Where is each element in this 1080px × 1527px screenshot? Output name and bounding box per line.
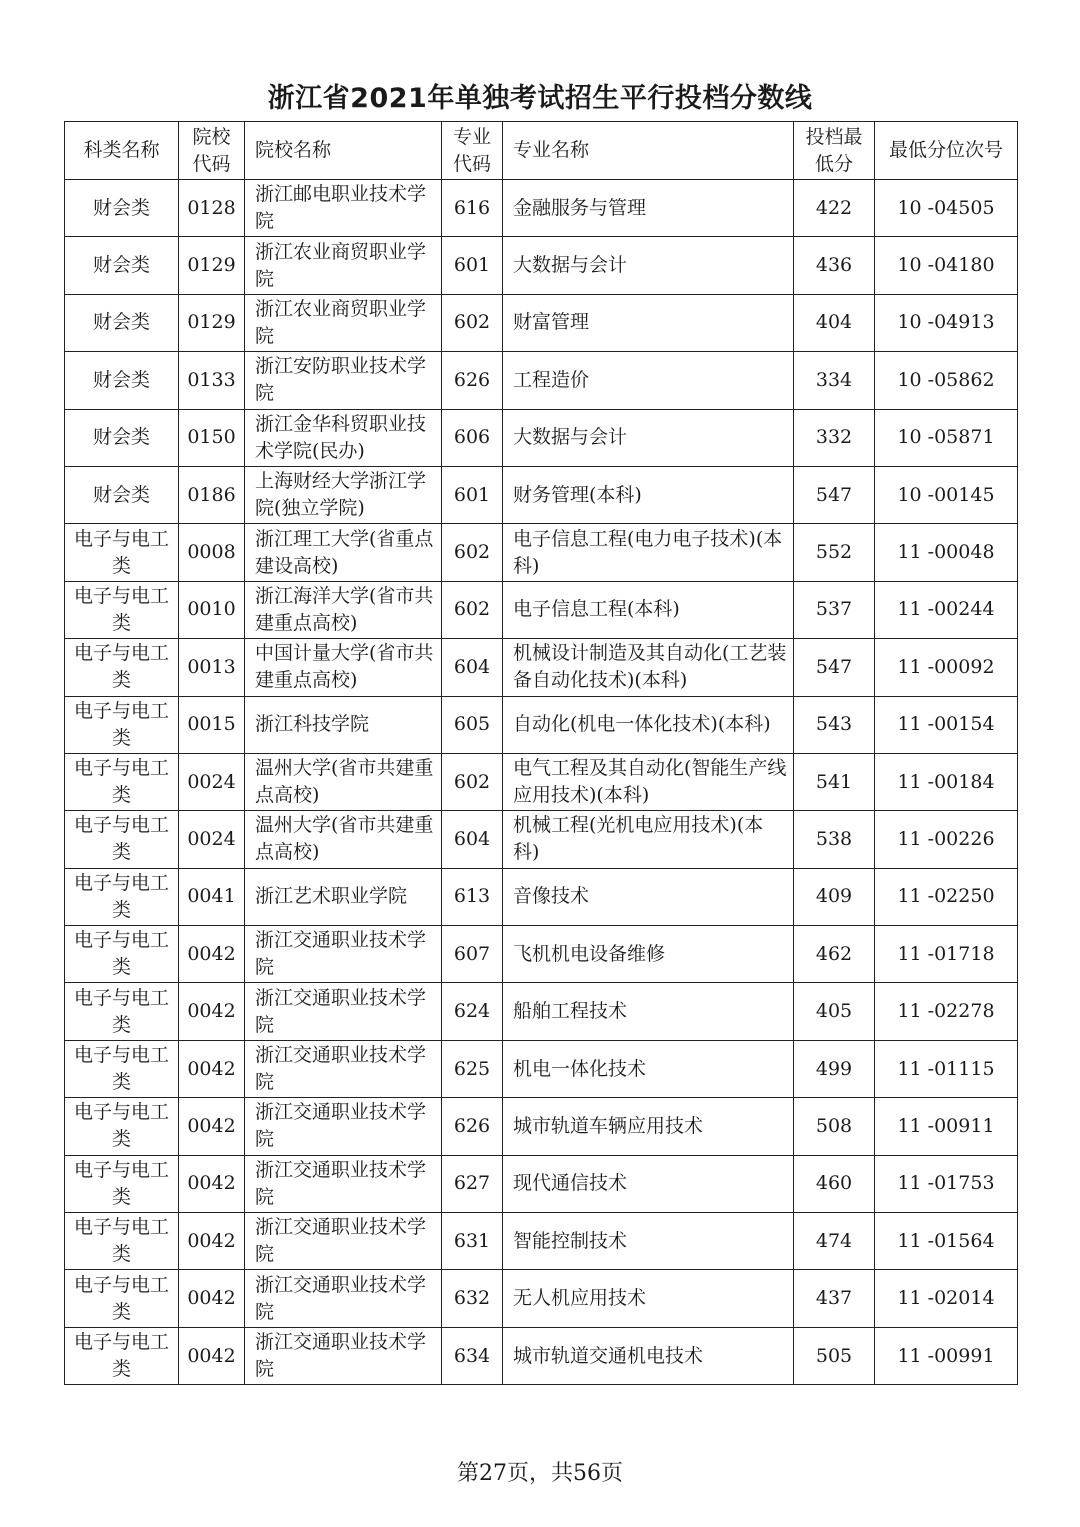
cell-category: 电子与电工类 [65,753,179,810]
cell-min-rank: 11 -00911 [875,1098,1018,1155]
cell-major-name: 财富管理 [503,294,794,351]
cell-min-rank: 10 -04505 [875,180,1018,237]
cell-category: 电子与电工类 [65,1098,179,1155]
cell-school-name: 浙江海洋大学(省市共建重点高校) [245,581,442,638]
table-row [65,581,1018,638]
cell-category: 电子与电工类 [65,811,179,868]
cell-category: 电子与电工类 [65,524,179,581]
cell-school-name: 浙江交通职业技术学院 [245,1213,442,1270]
cell-major-code: 604 [442,811,503,868]
cell-category: 电子与电工类 [65,639,179,696]
cell-major-name: 现代通信技术 [503,1155,794,1212]
cell-school-code: 0133 [179,352,245,409]
cell-min-rank: 11 -02278 [875,983,1018,1040]
cell-school-name: 浙江科技学院 [245,696,442,753]
cell-school-name: 浙江交通职业技术学院 [245,1098,442,1155]
cell-school-name: 上海财经大学浙江学院(独立学院) [245,466,442,523]
cell-major-name: 财务管理(本科) [503,466,794,523]
cell-min-score: 462 [794,926,875,983]
cell-school-name: 浙江金华科贸职业技术学院(民办) [245,409,442,466]
cell-major-code: 602 [442,524,503,581]
cell-category: 财会类 [65,352,179,409]
table-row [65,237,1018,294]
cell-min-rank: 11 -00092 [875,639,1018,696]
cell-min-score: 436 [794,237,875,294]
cell-min-rank: 11 -00048 [875,524,1018,581]
cell-min-rank: 11 -02250 [875,868,1018,925]
table-row [65,639,1018,696]
cell-school-code: 0042 [179,1327,245,1384]
cell-category: 电子与电工类 [65,868,179,925]
table-row [65,1270,1018,1327]
score-table [64,121,1018,1385]
cell-category: 财会类 [65,180,179,237]
header-min-rank: 最低分位次号 [875,122,1018,180]
cell-major-name: 自动化(机电一体化技术)(本科) [503,696,794,753]
cell-category: 电子与电工类 [65,1270,179,1327]
cell-min-score: 547 [794,639,875,696]
cell-min-rank: 11 -00154 [875,696,1018,753]
cell-category: 电子与电工类 [65,1327,179,1384]
cell-school-name: 温州大学(省市共建重点高校) [245,811,442,868]
cell-school-name: 浙江邮电职业技术学院 [245,180,442,237]
cell-min-score: 543 [794,696,875,753]
table-row [65,983,1018,1040]
cell-min-score: 505 [794,1327,875,1384]
table-row [65,1098,1018,1155]
cell-major-code: 626 [442,1098,503,1155]
table-row [65,1155,1018,1212]
table-row [65,1213,1018,1270]
table-row [65,811,1018,868]
cell-school-code: 0042 [179,1155,245,1212]
cell-school-code: 0024 [179,811,245,868]
cell-min-rank: 10 -04913 [875,294,1018,351]
cell-school-code: 0129 [179,237,245,294]
cell-min-rank: 11 -00226 [875,811,1018,868]
cell-school-name: 温州大学(省市共建重点高校) [245,753,442,810]
cell-major-code: 634 [442,1327,503,1384]
cell-min-score: 538 [794,811,875,868]
cell-min-score: 541 [794,753,875,810]
cell-min-score: 405 [794,983,875,1040]
cell-school-name: 浙江交通职业技术学院 [245,1270,442,1327]
cell-min-score: 537 [794,581,875,638]
table-row [65,524,1018,581]
header-school-code: 院校代码 [179,122,245,180]
cell-school-name: 中国计量大学(省市共建重点高校) [245,639,442,696]
cell-major-name: 大数据与会计 [503,409,794,466]
table-row [65,352,1018,409]
cell-major-code: 624 [442,983,503,1040]
cell-major-name: 电子信息工程(电力电子技术)(本科) [503,524,794,581]
cell-min-rank: 11 -01753 [875,1155,1018,1212]
cell-school-name: 浙江艺术职业学院 [245,868,442,925]
cell-major-code: 613 [442,868,503,925]
cell-category: 电子与电工类 [65,1155,179,1212]
cell-school-name: 浙江安防职业技术学院 [245,352,442,409]
cell-major-code: 602 [442,581,503,638]
cell-school-code: 0042 [179,1098,245,1155]
page-title: 浙江省2021年单独考试招生平行投档分数线 [267,83,813,114]
cell-min-score: 460 [794,1155,875,1212]
cell-min-score: 437 [794,1270,875,1327]
cell-major-name: 船舶工程技术 [503,983,794,1040]
table-row [65,753,1018,810]
cell-category: 财会类 [65,466,179,523]
table-header-row [65,122,1018,180]
table-row [65,409,1018,466]
cell-major-code: 631 [442,1213,503,1270]
cell-min-rank: 11 -01564 [875,1213,1018,1270]
cell-min-rank: 11 -02014 [875,1270,1018,1327]
cell-major-code: 625 [442,1040,503,1097]
cell-school-name: 浙江交通职业技术学院 [245,1327,442,1384]
cell-major-name: 电气工程及其自动化(智能生产线应用技术)(本科) [503,753,794,810]
cell-min-score: 552 [794,524,875,581]
cell-major-name: 机械设计制造及其自动化(工艺装备自动化技术)(本科) [503,639,794,696]
cell-major-code: 626 [442,352,503,409]
cell-major-code: 604 [442,639,503,696]
cell-major-name: 城市轨道车辆应用技术 [503,1098,794,1155]
cell-school-code: 0008 [179,524,245,581]
cell-category: 电子与电工类 [65,983,179,1040]
cell-min-score: 422 [794,180,875,237]
cell-major-name: 智能控制技术 [503,1213,794,1270]
cell-school-code: 0024 [179,753,245,810]
cell-major-code: 601 [442,237,503,294]
cell-category: 电子与电工类 [65,1040,179,1097]
cell-major-name: 机电一体化技术 [503,1040,794,1097]
cell-min-score: 409 [794,868,875,925]
cell-min-rank: 11 -00244 [875,581,1018,638]
cell-school-code: 0128 [179,180,245,237]
cell-major-code: 606 [442,409,503,466]
cell-min-rank: 10 -05871 [875,409,1018,466]
cell-school-code: 0042 [179,1270,245,1327]
cell-major-name: 无人机应用技术 [503,1270,794,1327]
table-row [65,1040,1018,1097]
cell-school-name: 浙江交通职业技术学院 [245,926,442,983]
cell-major-code: 632 [442,1270,503,1327]
cell-major-code: 607 [442,926,503,983]
cell-school-code: 0010 [179,581,245,638]
cell-school-name: 浙江交通职业技术学院 [245,1040,442,1097]
page-footer: 第27页，共56页 [457,1461,623,1486]
table-body [65,180,1018,1385]
table-row [65,180,1018,237]
table-row [65,1327,1018,1384]
cell-min-rank: 11 -01115 [875,1040,1018,1097]
cell-school-name: 浙江农业商贸职业学院 [245,237,442,294]
cell-school-code: 0041 [179,868,245,925]
cell-min-score: 547 [794,466,875,523]
cell-school-code: 0042 [179,983,245,1040]
cell-school-name: 浙江交通职业技术学院 [245,983,442,1040]
cell-category: 电子与电工类 [65,696,179,753]
cell-major-code: 601 [442,466,503,523]
header-major-name: 专业名称 [503,122,794,180]
table-row [65,868,1018,925]
cell-min-score: 404 [794,294,875,351]
cell-min-rank: 11 -01718 [875,926,1018,983]
cell-major-code: 616 [442,180,503,237]
cell-school-code: 0042 [179,926,245,983]
cell-school-code: 0015 [179,696,245,753]
header-category: 科类名称 [65,122,179,180]
cell-category: 财会类 [65,294,179,351]
cell-major-name: 电子信息工程(本科) [503,581,794,638]
cell-school-name: 浙江交通职业技术学院 [245,1155,442,1212]
cell-category: 财会类 [65,237,179,294]
table-row [65,926,1018,983]
cell-min-score: 332 [794,409,875,466]
table-row [65,696,1018,753]
cell-min-rank: 10 -04180 [875,237,1018,294]
cell-major-name: 飞机机电设备维修 [503,926,794,983]
cell-min-rank: 11 -00184 [875,753,1018,810]
cell-min-score: 499 [794,1040,875,1097]
cell-major-name: 机械工程(光机电应用技术)(本科) [503,811,794,868]
cell-school-code: 0186 [179,466,245,523]
cell-school-code: 0129 [179,294,245,351]
header-min-score: 投档最低分 [794,122,875,180]
cell-category: 电子与电工类 [65,1213,179,1270]
cell-major-name: 金融服务与管理 [503,180,794,237]
header-school-name: 院校名称 [245,122,442,180]
cell-min-score: 334 [794,352,875,409]
cell-major-code: 605 [442,696,503,753]
cell-category: 电子与电工类 [65,581,179,638]
cell-school-code: 0042 [179,1213,245,1270]
cell-school-code: 0150 [179,409,245,466]
cell-category: 电子与电工类 [65,926,179,983]
cell-school-name: 浙江理工大学(省重点建设高校) [245,524,442,581]
cell-school-name: 浙江农业商贸职业学院 [245,294,442,351]
cell-min-score: 474 [794,1213,875,1270]
cell-school-code: 0042 [179,1040,245,1097]
cell-major-code: 602 [442,753,503,810]
header-major-code: 专业代码 [442,122,503,180]
cell-major-name: 工程造价 [503,352,794,409]
table-row [65,294,1018,351]
cell-school-code: 0013 [179,639,245,696]
cell-min-rank: 11 -00991 [875,1327,1018,1384]
cell-major-name: 大数据与会计 [503,237,794,294]
cell-min-rank: 10 -05862 [875,352,1018,409]
cell-major-code: 627 [442,1155,503,1212]
cell-major-name: 城市轨道交通机电技术 [503,1327,794,1384]
cell-min-rank: 10 -00145 [875,466,1018,523]
cell-major-code: 602 [442,294,503,351]
cell-min-score: 508 [794,1098,875,1155]
cell-category: 财会类 [65,409,179,466]
table-row [65,466,1018,523]
cell-major-name: 音像技术 [503,868,794,925]
